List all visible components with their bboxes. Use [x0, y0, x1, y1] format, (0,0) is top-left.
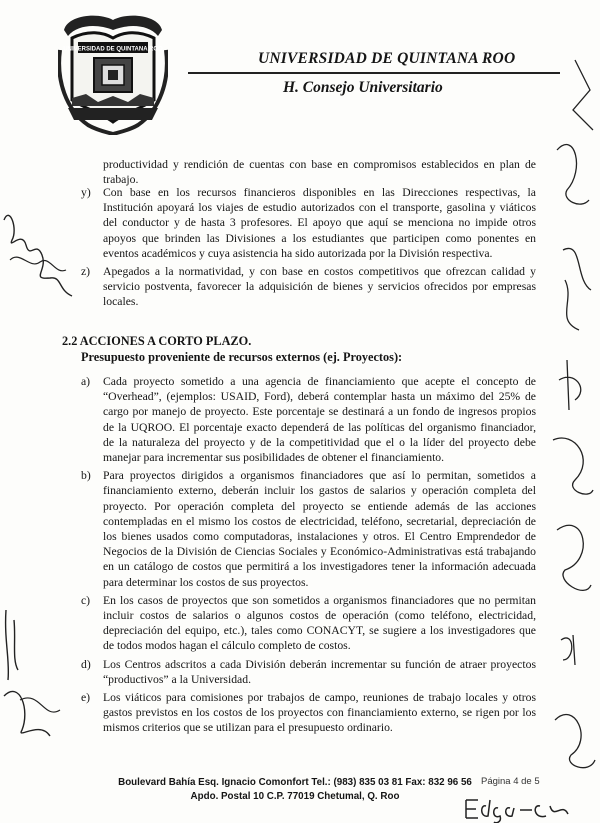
left-margin-signature [0, 600, 75, 750]
list-text: Los Centros adscritos a cada División deberán incrementar su función de atraer proyectos “productivos” a la Universidad. [103, 657, 536, 686]
bottom-signature [462, 792, 572, 822]
list-item [81, 185, 536, 261]
list-marker: y) [81, 186, 91, 199]
list-y-z [81, 185, 536, 313]
list-marker: z) [81, 265, 91, 279]
list-marker: c) [81, 593, 91, 607]
university-seal-logo [58, 10, 168, 135]
footer-line-2: Apdo. Postal 10 C.P. 77019 Chetumal, Q. Roo [190, 791, 400, 802]
list-item [81, 468, 536, 590]
list-marker: e) [81, 691, 91, 705]
list-text: Con base en los recursos financieros disponibles en las Direcciones respectivas, la Institución apoyará los viajes de estudio autorizados con el transporte, gasolina y viáticos del conductor y de hasta 3 profesores. El apoyo que aquí se menciona no impide otros apoyos que brinden las Divisiones a los estudiantes que participen como ponentes en eventos académicos y cuya asistencia ha sido autorizada por la División respectiva. [103, 186, 536, 260]
section-heading: 2.2 ACCIONES A CORTO PLAZO. [62, 334, 252, 348]
header-rule [188, 72, 560, 74]
council-subtitle: H. Consejo Universitario [283, 79, 443, 96]
list-text: Los viáticos para comisiones por trabajos de campo, reuniones de trabajo locales y otros gastos previstos en los costos de los proyectos con financiamiento externo, se rigen por los mismos criterios que se utilizan para el presupuesto ordinario. [103, 691, 536, 735]
list-marker: a) [81, 375, 91, 388]
list-item [81, 264, 536, 310]
university-title: UNIVERSIDAD DE QUINTANA ROO [258, 50, 516, 67]
list-text: En los casos de proyectos que son sometidos a organismos financiadores que no permitan incluir costos de salarios o algunos costos de operación (como teléfono, electricidad, depreciación del equipo, etc.), tales como CONACYT, se sugiere a los investigadores que de todos modos hagan el cálculo completo de costos. [103, 593, 536, 653]
footer-address [60, 776, 530, 804]
page-number: Página 4 de 5 [481, 776, 540, 787]
continuation-paragraph: productividad y rendición de cuentas con base en compromisos establecidos en plan de trabajo. [103, 158, 536, 187]
list-a-e [81, 374, 536, 739]
list-marker: d) [81, 657, 91, 671]
list-text: Para proyectos dirigidos a organismos financiadores que así lo permitan, sometidos a financiamiento externo, deberán incluir los gastos de salarios y operación completa del proyecto. Por operación completa del proyecto se entiende además de las acciones contempladas en el mismo los costos de electricidad, teléfono, secretarial, depreciación de los bienes usados como computadoras, instalaciones y otros. El Centro Emprendedor de Negocios de la División de Ciencias Sociales y Económico-Administrativas está trabajando en un catálogo de costos que permitirá a los investigadores tener la información adecuada para determinar los costos de sus proyectos. [103, 469, 536, 589]
list-item [81, 657, 536, 687]
seal-label: UNIVERSIDAD DE QUINTANA ROO [63, 46, 163, 53]
list-item [81, 374, 536, 465]
footer-line-1: Boulevard Bahía Esq. Ignacio Comonfort Tel.: (983) 835 03 81 Fax: 832 96 56 [118, 777, 472, 788]
section-subheading: Presupuesto proveniente de recursos externos (ej. Proyectos): [81, 350, 403, 364]
list-text: Apegados a la normatividad, y con base en costos competitivos que ofrezcan calidad y servicio postventa, favorecer la adquisición de bienes y servicios ofrecidos por empresas locales. [103, 265, 536, 309]
right-margin-signatures [545, 40, 600, 810]
list-text: Cada proyecto sometido a una agencia de financiamiento que acepte el concepto de “Overhead”, (ejemplos: USAID, Ford), deberá contemplar hasta un máximo del 25% de cargo por manejo de proyecto. Este porcentaje se destinará a un fondo de ingresos propios de la UQROO. El porcentaje exacto dependerá de las políticas del organismo financiador, de la naturaleza del proyecto y de la competitividad que el o la líder del proyecto debe manejar para incrementar sus posibilidades de obtener el financiamiento. [103, 375, 536, 465]
left-margin-signature [0, 200, 80, 310]
list-marker: b) [81, 469, 91, 483]
list-item [81, 690, 536, 736]
list-item [81, 593, 536, 654]
